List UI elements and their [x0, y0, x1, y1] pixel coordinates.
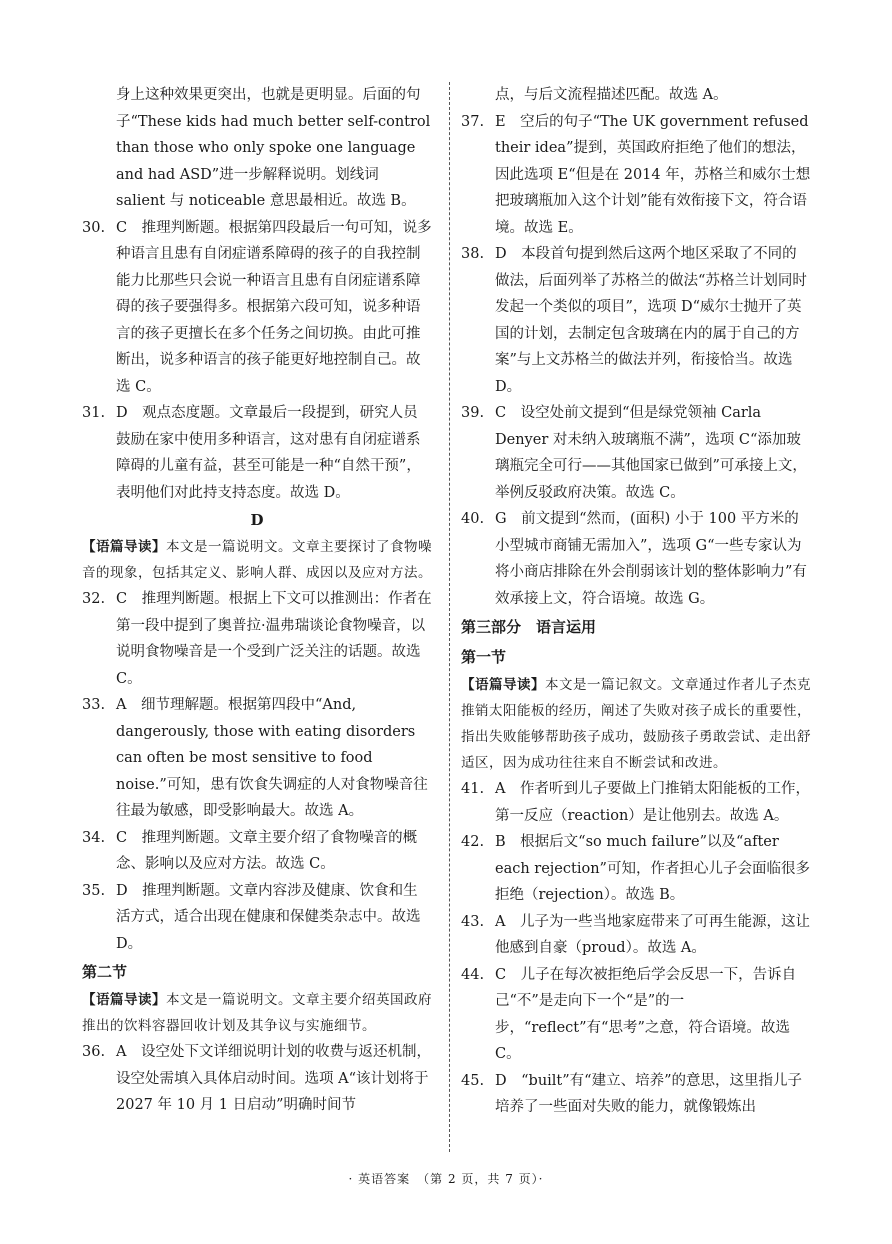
answer-explanation: D 观点态度题。文章最后一段提到，研究人员鼓励在家中使用多种语言，这对患有自闭症谱系障碍的儿童有益，甚至可能是一种“自然干预”，表明他们对此持支持态度。故选 D。 — [116, 405, 421, 501]
answer-explanation: A 作者听到儿子要做上门推销太阳能板的工作，第一反应（reaction）是让他别去。故选 A。 — [495, 781, 810, 824]
answer-explanation: D 本段首句提到然后这两个地区采取了不同的做法，后面列举了苏格兰的做法“苏格兰计划同时发起一个类似的项目”，选项 D“威尔士抛开了英国的计划，去制定包含玻璃在内的属于自己的方案”与上文苏格兰的做法并列，衔接恰当。故选 D。 — [495, 246, 807, 395]
passage-guide — [82, 534, 432, 586]
answer-item — [461, 241, 811, 400]
answer-number: 41. — [461, 781, 485, 797]
answer-explanation: 身上这种效果更突出，也就是更明显。后面的句子“These kids had much better self-control than those who only spoke one language and had ASD”进一步解释说明。划线词 salient 与 noticeable 意思最相近。故选 B。 — [116, 87, 431, 209]
answer-item — [82, 825, 432, 878]
answer-item — [461, 776, 811, 829]
answer-explanation: D “built”有“建立、培养”的意思，这里指儿子培养了一些面对失败的能力，就像锻炼出 — [495, 1072, 802, 1115]
passage-guide — [82, 987, 432, 1039]
answer-number: 39. — [461, 405, 485, 421]
answer-explanation: E 空后的句子“The UK government refused their idea”提到，英国政府拒绝了他们的想法，因此选项 E“但是在 2014 年，苏格兰和威尔士想把玻璃瓶加入这个计划”能有效衔接下文，符合语境。故选 E。 — [495, 113, 811, 236]
answer-number: 34. — [82, 829, 106, 846]
passage-letter: D — [250, 511, 264, 529]
section-heading: 第一节 — [461, 648, 507, 666]
answer-number: 30. — [82, 219, 106, 236]
answer-explanation: A 细节理解题。根据第四段中“And, dangerously, those with eating disorders can often be most sensitive to food noise.”可知，患有饮食失调症的人对食物噪音往往最为敏感，即受影响最大。故选 A。 — [116, 697, 428, 819]
right-column — [461, 82, 811, 1121]
answer-number: 38. — [461, 246, 485, 262]
answer-item — [82, 400, 432, 506]
answer-explanation: C 儿子在每次被拒绝后学会反思一下，告诉自己“不”是走向下一个“是”的一步，“reflect”有“思考”之意，符合语境。故选 C。 — [495, 966, 797, 1062]
left-column — [82, 82, 432, 1119]
answer-number: 35. — [82, 882, 106, 899]
column-divider — [449, 82, 450, 1152]
answer-explanation: C 推理判断题。根据第四段最后一句可知，说多种语言且患有自闭症谱系障碍的孩子的自我控制能力比那些只会说一种语言且患有自闭症谱系障碍的孩子要强得多。根据第六段可知，说多种语言的孩子更擅长在多个任务之间切换。由此可推断出，说多种语言的孩子能更好地控制自己。故选 C。 — [116, 219, 432, 395]
answer-number: 31. — [82, 405, 106, 421]
answer-explanation: C 推理判断题。文章主要介绍了食物噪音的概念、影响以及应对方法。故选 C。 — [116, 829, 418, 872]
answer-number: 37. — [461, 113, 485, 130]
answer-explanation: G 前文提到“然而，(面积) 小于 100 平方米的小型城市商铺无需加入”，选项 G“一些专家认为将小商店排除在外会削弱该计划的整体影响力”有效承接上文，符合语境。故选 G。 — [495, 511, 807, 607]
answer-explanation: D 推理判断题。文章内容涉及健康、饮食和生活方式，适合出现在健康和保健类杂志中。故选 D。 — [116, 882, 421, 952]
answer-number: 33. — [82, 697, 106, 713]
answer-item — [82, 215, 432, 401]
guide-text: 本文是一篇说明文。文章主要介绍英国政府推出的饮料容器回收计划及其争议与实施细节。 — [82, 992, 432, 1034]
page-footer: · 英语答案 （第 2 页，共 7 页）· — [348, 1172, 544, 1186]
answer-number: 45. — [461, 1072, 485, 1089]
answer-item — [461, 962, 811, 1068]
answer-number: 40. — [461, 511, 485, 527]
passage-guide — [461, 672, 811, 776]
answer-explanation: C 推理判断题。根据上下文可以推测出：作者在第一段中提到了奥普拉·温弗瑞谈论食物噪音，以说明食物噪音是一个受到广泛关注的话题。故选 C。 — [116, 591, 432, 687]
answer-item — [461, 109, 811, 242]
answer-item — [461, 506, 811, 612]
answer-number: 43. — [461, 913, 485, 930]
answer-item — [461, 1068, 811, 1121]
answer-explanation: A 设空处下文详细说明计划的收费与返还机制，设空处需填入具体启动时间。选项 A“该计划将于 2027 年 10 月 1 日启动”明确时间节 — [116, 1044, 431, 1113]
section-heading: 第二节 — [82, 963, 128, 981]
guide-text: 本文是一篇记叙文。文章通过作者儿子杰克推销太阳能板的经历，阐述了失败对孩子成长的重要性，指出失败能够帮助孩子成功，鼓励孩子勇敢尝试、走出舒适区，因为成功往往来自不断尝试和改进。 — [461, 677, 811, 771]
answer-item — [82, 586, 432, 692]
guide-text: 本文是一篇说明文。文章主要探讨了食物噪音的现象，包括其定义、影响人群、成因以及应对方法。 — [82, 539, 432, 581]
answer-number: 32. — [82, 591, 106, 607]
answer-item — [82, 878, 432, 958]
guide-tag: 【语篇导读】 — [461, 677, 545, 693]
answer-explanation: B 根据后文“so much failure”以及“after each rejection”可知，作者担心儿子会面临很多拒绝（rejection）。故选 B。 — [495, 834, 810, 903]
answer-item — [82, 1039, 432, 1119]
answer-item-continued — [82, 82, 432, 215]
guide-tag: 【语篇导读】 — [82, 539, 166, 555]
answer-item — [461, 909, 811, 962]
answer-explanation: C 设空处前文提到“但是绿党领袖 Carla Denyer 对未纳入玻璃瓶不满”，选项 C“添加玻璃瓶完全可行——其他国家已做到”可承接上文，举例反驳政府决策。故选 C。 — [495, 405, 807, 501]
answer-item — [461, 400, 811, 506]
answer-number: 44. — [461, 966, 485, 983]
answer-explanation: A 儿子为一些当地家庭带来了可再生能源，这让他感到自豪（proud）。故选 A。 — [495, 913, 810, 956]
section-heading: 第三部分 语言运用 — [461, 618, 597, 636]
answer-number: 42. — [461, 834, 485, 850]
answer-item — [82, 692, 432, 825]
answer-explanation: 点，与后文流程描述匹配。故选 A。 — [495, 87, 728, 103]
answer-item-continued — [461, 82, 811, 109]
answer-number: 36. — [82, 1044, 106, 1060]
guide-tag: 【语篇导读】 — [82, 992, 166, 1008]
answer-item — [461, 829, 811, 909]
